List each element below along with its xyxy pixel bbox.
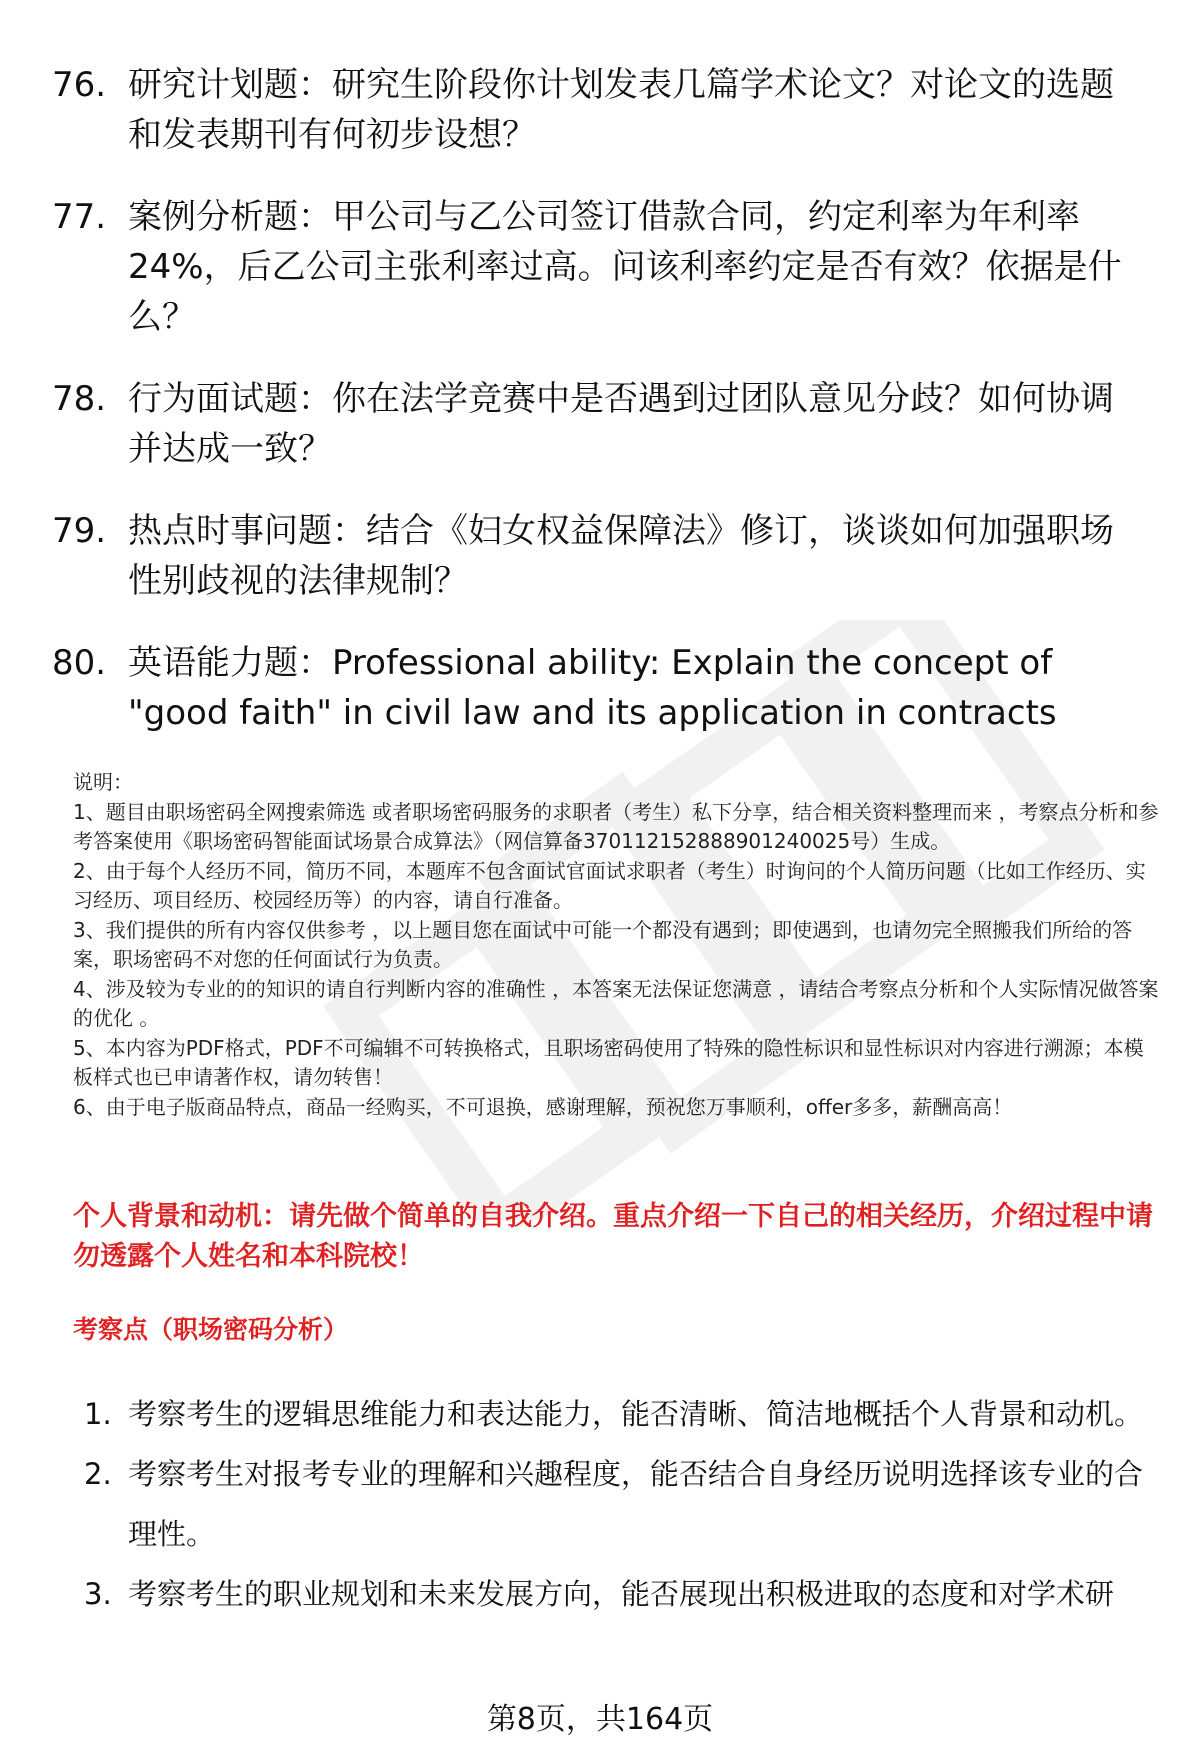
assessment-point: [84, 1384, 1160, 1444]
note-item: 1、题目由职场密码全网搜索筛选 或者职场密码服务的求职者（考生）私下分享，结合相关资料整理而来 ，考察点分析和参考答案使用《职场密码智能面试场景合成算法》（网信算备370112152888901240025号）生成。: [73, 799, 1159, 853]
note-item: 4、涉及较为专业的的知识的请自行判断内容的准确性 ，本答案无法保证您满意 ，请结合考察点分析和个人实际情况做答案的优化 。: [73, 976, 1159, 1030]
question-text: 热点时事问题：结合《妇女权益保障法》修订，谈谈如何加强职场性别歧视的法律规制？: [128, 511, 1114, 601]
note-item: 6、由于电子版商品特点，商品一经购买，不可退换，感谢理解，预祝您万事顺利，offer多多，薪酬高高！: [73, 1094, 1013, 1119]
point-number: 1.: [84, 1397, 112, 1431]
note-item: 3、我们提供的所有内容仅供参考 ，以上题目您在面试中可能一个都没有遇到；即使遇到，也请勿完全照搬我们所给的答案，职场密码不对您的任何面试行为负责。: [73, 917, 1133, 971]
notes-section: [73, 768, 1159, 1122]
assessment-points-list: [84, 1384, 1160, 1624]
question-number: 76.: [52, 65, 107, 105]
note-item: 5、本内容为PDF格式，PDF不可编辑不可转换格式，且职场密码使用了特殊的隐性标识和显性标识对内容进行溯源；本模板样式也已申请著作权，请勿转售！: [73, 1035, 1144, 1089]
question-text: 案例分析题：甲公司与乙公司签订借款合同，约定利率为年利率24%，后乙公司主张利率过高。问该利率约定是否有效？依据是什么？: [128, 197, 1122, 337]
question-item: [52, 192, 1152, 342]
question-item: [52, 638, 1152, 738]
section-subtitle: 考察点（职场密码分析）: [73, 1315, 349, 1344]
assessment-point: [84, 1564, 1160, 1624]
question-number: 78.: [52, 379, 107, 419]
question-number: 77.: [52, 197, 107, 237]
point-text: 考察考生对报考专业的理解和兴趣程度，能否结合自身经历说明选择该专业的合理性。: [128, 1457, 1144, 1551]
question-text: 英语能力题：Professional ability: Explain the concept of "good faith" in civil law and its application in contracts: [128, 643, 1057, 733]
notes-heading: 说明：: [73, 770, 133, 794]
point-number: 3.: [84, 1577, 112, 1611]
question-item: [52, 374, 1152, 474]
question-text: 研究计划题：研究生阶段你计划发表几篇学术论文？对论文的选题和发表期刊有何初步设想？: [128, 65, 1114, 155]
point-text: 考察考生的逻辑思维能力和表达能力，能否清晰、简洁地概括个人背景和动机。: [128, 1397, 1144, 1431]
question-number: 79.: [52, 511, 107, 551]
question-number: 80.: [52, 643, 107, 683]
question-item: [52, 506, 1152, 606]
point-number: 2.: [84, 1457, 112, 1491]
question-text: 行为面试题：你在法学竞赛中是否遇到过团队意见分歧？如何协调并达成一致？: [128, 379, 1114, 469]
page-footer: 第8页，共164页: [486, 1702, 714, 1737]
note-item: 2、由于每个人经历不同，简历不同，本题库不包含面试官面试求职者（考生）时询问的个人简历问题（比如工作经历、实习经历、项目经历、校园经历等）的内容，请自行准备。: [73, 858, 1146, 912]
section-title: 个人背景和动机：请先做个简单的自我介绍。重点介绍一下自己的相关经历，介绍过程中请勿透露个人姓名和本科院校！: [73, 1201, 1153, 1272]
question-list: [52, 60, 1152, 770]
point-text: 考察考生的职业规划和未来发展方向，能否展现出积极进取的态度和对学术研: [128, 1577, 1115, 1611]
assessment-point: [84, 1444, 1160, 1564]
question-item: [52, 60, 1152, 160]
